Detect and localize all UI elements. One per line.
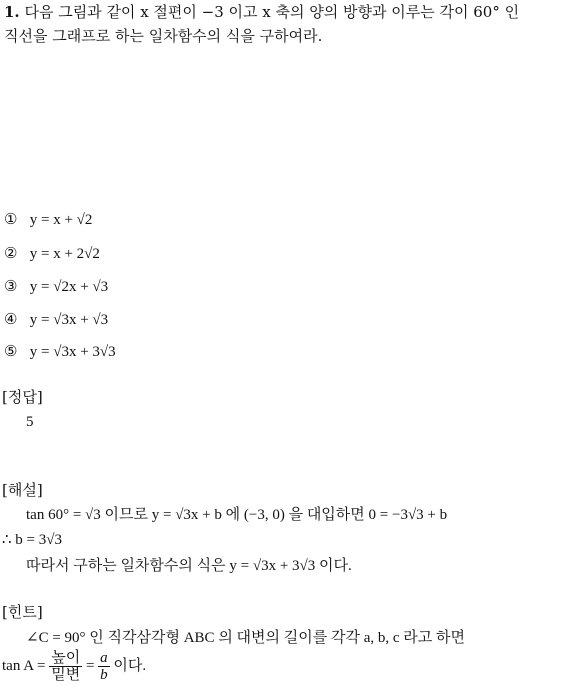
question-number: 1. <box>4 3 20 21</box>
explanation-label: [해설] <box>2 481 43 499</box>
figure-area <box>0 60 573 200</box>
option-5[interactable] <box>4 342 116 362</box>
question-text-2: 직선을 그래프로 하는 일차함수의 식을 구하여라. <box>4 27 323 45</box>
option-4[interactable] <box>4 310 108 330</box>
option-number: ⑤ <box>4 344 18 360</box>
hint-tan-prefix: tan A = <box>2 658 46 674</box>
fraction-numerator: 높이 <box>51 650 81 667</box>
question-text-1: 다음 그림과 같이 x 절편이 −3 이고 x 축의 양의 방향과 이루는 각이 60° 인 <box>24 3 520 21</box>
option-number: ③ <box>4 279 18 295</box>
fraction-denominator: b <box>100 667 108 684</box>
hint-suffix: 이다. <box>113 658 147 674</box>
explanation-line-3: 따라서 구하는 일차함수의 식은 y = √3x + 3√3 이다. <box>26 558 352 574</box>
hint-line-1: ∠C = 90° 인 직각삼각형 ABC 의 대변의 길이를 각각 a, b, c 라고 하면 <box>26 630 466 646</box>
hint-fraction-a-b <box>98 650 110 683</box>
hint-label: [힌트] <box>2 603 43 621</box>
hint-fraction-height-base <box>49 650 82 683</box>
option-number: ② <box>4 246 18 262</box>
option-number: ④ <box>4 312 18 328</box>
option-expr: y = √3x + 3√3 <box>29 344 116 360</box>
question-line-1 <box>4 2 519 22</box>
hint-equals: = <box>85 658 95 674</box>
fraction-denominator: 밑변 <box>51 667 81 684</box>
explanation-line-2: ∴ b = 3√3 <box>2 532 62 548</box>
explanation-line-1: tan 60° = √3 이므로 y = √3x + b 에 (−3, 0) 을 대입하면 0 = −3√3 + b <box>26 507 448 523</box>
option-3[interactable] <box>4 277 108 297</box>
option-expr: y = √2x + √3 <box>29 279 109 295</box>
answer-label: [정답] <box>2 388 43 406</box>
fraction-numerator: a <box>100 650 108 667</box>
option-expr: y = x + 2√2 <box>29 246 100 262</box>
option-1[interactable] <box>4 210 92 230</box>
option-number: ① <box>4 212 18 228</box>
option-expr: y = √3x + √3 <box>29 312 109 328</box>
answer-value: 5 <box>26 414 34 430</box>
option-2[interactable] <box>4 244 100 264</box>
hint-line-2 <box>2 648 146 684</box>
option-expr: y = x + √2 <box>29 212 93 228</box>
